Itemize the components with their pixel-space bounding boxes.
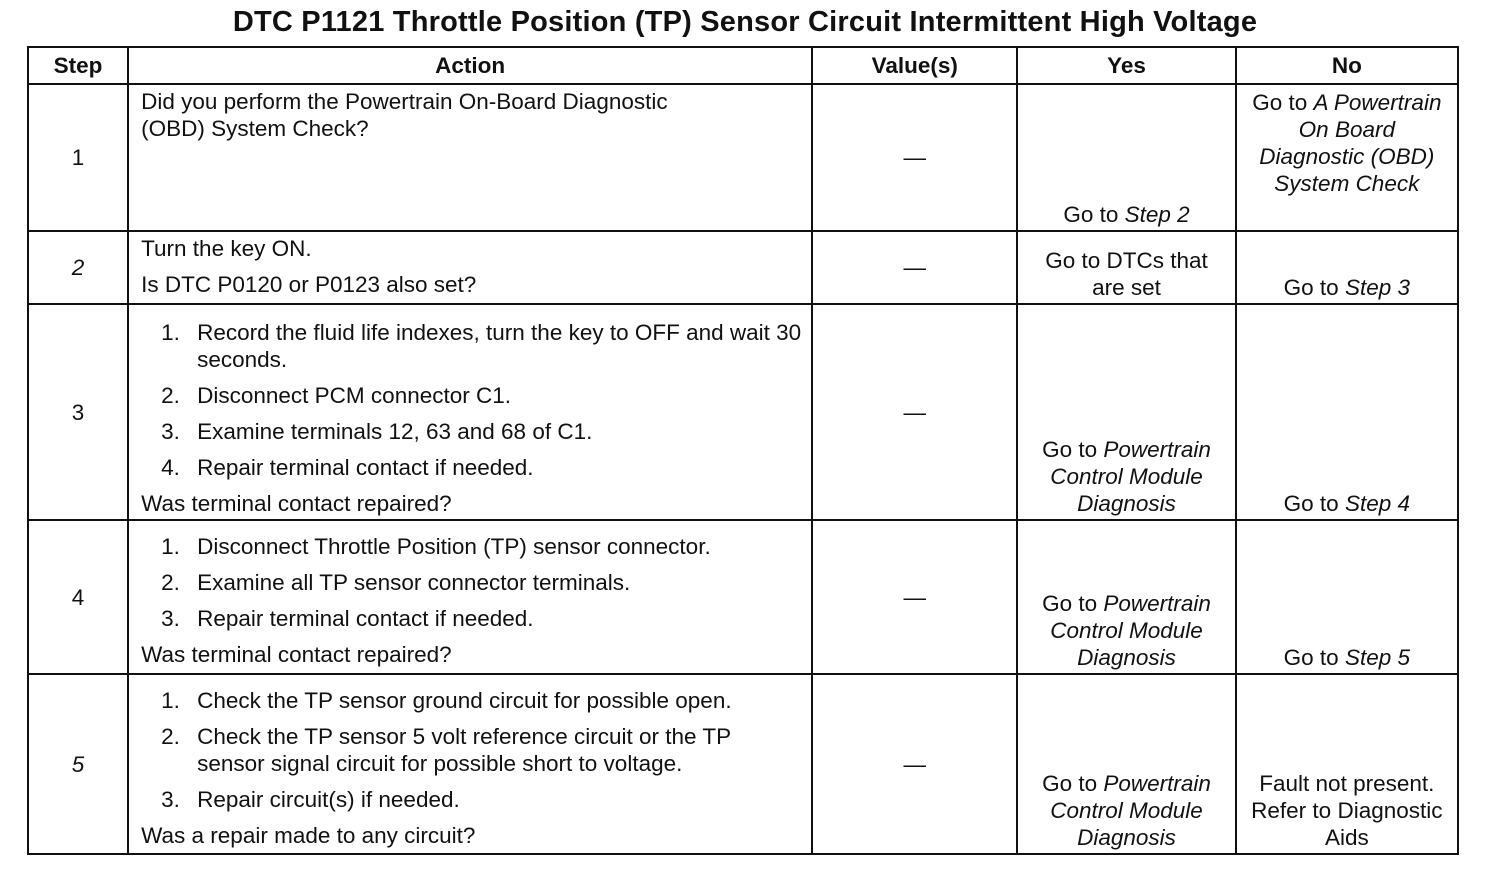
no-step-link[interactable]: Step 4 (1344, 491, 1410, 516)
no-step-link[interactable]: Step 5 (1344, 645, 1410, 670)
substep-number: 1. (161, 320, 180, 345)
no-cell (1236, 520, 1458, 674)
no-step-link[interactable]: Step 3 (1344, 275, 1410, 300)
no-cell (1236, 674, 1458, 854)
substep-item (141, 687, 805, 714)
step-number: 1 (28, 84, 128, 231)
yes-cell (1017, 674, 1235, 854)
step-number-text: 5 (71, 751, 85, 777)
substep-text: Check the TP sensor 5 volt reference circuit or the TP sensor signal circuit for possible short to voltage. (197, 724, 731, 776)
yes-prefix: Go to (1042, 771, 1104, 796)
value-cell: — (812, 231, 1017, 304)
substep-item (141, 723, 805, 777)
yes-prefix: Go to (1063, 202, 1125, 227)
table-row-step-2 (28, 231, 1458, 304)
substep-list (141, 687, 805, 813)
table-row-step-1 (28, 84, 1458, 231)
no-prefix: Go to (1283, 491, 1345, 516)
substep-item (141, 786, 805, 813)
substep-number: 2. (161, 383, 180, 408)
table-header-row (28, 47, 1458, 84)
substep-list (141, 319, 805, 481)
substep-text: Repair terminal contact if needed. (197, 606, 534, 631)
action-cell (128, 520, 812, 674)
value-cell: — (812, 674, 1017, 854)
action-line: Turn the key ON. (141, 236, 312, 261)
table-row-step-5 (28, 674, 1458, 854)
value-cell: — (812, 304, 1017, 520)
substep-text: Disconnect PCM connector C1. (197, 383, 512, 408)
action-question: Was terminal contact repaired? (141, 642, 452, 667)
substep-number: 3. (161, 787, 180, 812)
no-prefix: Go to (1252, 90, 1314, 115)
substep-item (141, 569, 805, 596)
yes-prefix: Go to (1042, 591, 1104, 616)
diagnostic-table (27, 46, 1459, 855)
substep-list (141, 533, 805, 632)
substep-item (141, 605, 805, 632)
yes-prefix: Go to (1042, 437, 1104, 462)
yes-cell (1017, 520, 1235, 674)
substep-number: 3. (161, 419, 180, 444)
substep-number: 3. (161, 606, 180, 631)
header-action: Action (128, 47, 812, 84)
substep-text: Record the fluid life indexes, turn the key to OFF and wait 30 seconds. (197, 320, 802, 372)
no-diagnostic-aids-link[interactable]: Fault not present. Refer to Diagnostic Aids (1251, 771, 1443, 850)
yes-dtcs-link[interactable]: Go to DTCs that are set (1045, 248, 1208, 300)
value-cell: — (812, 84, 1017, 231)
yes-pcm-diagnosis-link[interactable]: Powertrain Control Module Diagnosis (1050, 771, 1211, 850)
no-prefix: Go to (1283, 275, 1345, 300)
action-cell (128, 84, 812, 231)
yes-cell (1017, 304, 1235, 520)
substep-text: Disconnect Throttle Position (TP) sensor connector. (197, 534, 711, 559)
header-yes: Yes (1017, 47, 1235, 84)
yes-cell (1017, 231, 1235, 304)
substep-item (141, 382, 805, 409)
table-row-step-4 (28, 520, 1458, 674)
no-prefix: Go to (1283, 645, 1345, 670)
action-question: Is DTC P0120 or P0123 also set? (141, 272, 477, 297)
substep-number: 2. (161, 570, 180, 595)
action-cell (128, 674, 812, 854)
table-row-step-3 (28, 304, 1458, 520)
action-cell (128, 304, 812, 520)
action-question: Was terminal contact repaired? (141, 491, 452, 516)
substep-number: 2. (161, 724, 180, 749)
no-cell (1236, 304, 1458, 520)
value-cell: — (812, 520, 1017, 674)
action-question: Did you perform the Powertrain On-Board Diagnostic (OBD) System Check? (141, 89, 668, 141)
header-step: Step (28, 47, 128, 84)
step-number: 3 (28, 304, 128, 520)
yes-step-link[interactable]: Step 2 (1124, 202, 1190, 227)
substep-text: Check the TP sensor ground circuit for possible open. (197, 688, 732, 713)
substep-item (141, 454, 805, 481)
yes-pcm-diagnosis-link[interactable]: Powertrain Control Module Diagnosis (1050, 437, 1211, 516)
substep-text: Repair circuit(s) if needed. (197, 787, 460, 812)
step-number (28, 231, 128, 304)
substep-item (141, 533, 805, 560)
substep-text: Repair terminal contact if needed. (197, 455, 534, 480)
step-number-text: 2 (71, 255, 85, 280)
action-cell (128, 231, 812, 304)
substep-item (141, 418, 805, 445)
substep-number: 1. (161, 688, 180, 713)
no-cell (1236, 84, 1458, 231)
substep-item (141, 319, 805, 373)
substep-text: Examine all TP sensor connector terminals. (197, 570, 631, 595)
page-title: DTC P1121 Throttle Position (TP) Sensor Circuit Intermittent High Voltage (232, 6, 1258, 38)
step-number (28, 674, 128, 854)
substep-text: Examine terminals 12, 63 and 68 of C1. (197, 419, 593, 444)
no-obd-check-link[interactable]: A Powertrain On Board Diagnostic (OBD) System Check (1259, 90, 1442, 196)
substep-number: 4. (161, 455, 180, 480)
action-question: Was a repair made to any circuit? (141, 823, 476, 848)
no-cell (1236, 231, 1458, 304)
yes-pcm-diagnosis-link[interactable]: Powertrain Control Module Diagnosis (1050, 591, 1211, 670)
header-values: Value(s) (812, 47, 1017, 84)
substep-number: 1. (161, 534, 180, 559)
yes-cell (1017, 84, 1235, 231)
header-no: No (1236, 47, 1458, 84)
step-number: 4 (28, 520, 128, 674)
